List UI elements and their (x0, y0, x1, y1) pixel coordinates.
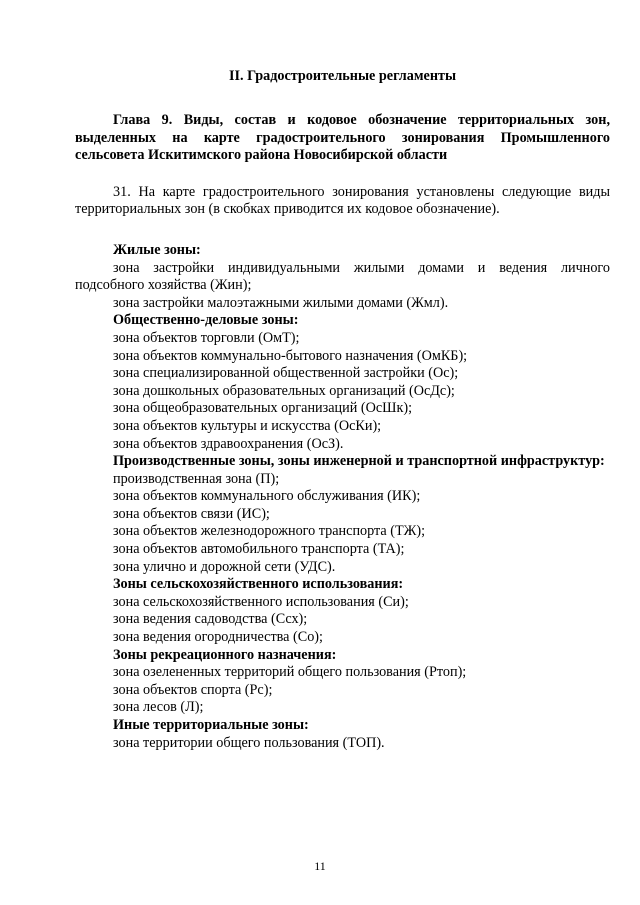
zone-item: производственная зона (П); (113, 470, 280, 487)
zone-group-other (75, 717, 610, 752)
zone-item: зона улично и дорожной сети (УДС). (113, 558, 336, 575)
zone-group-industrial-infrastructure (75, 453, 610, 576)
paragraph-31: 31. На карте градостроительного зонирования установлены следующие виды территориальных зон (в скобках приводится их кодовое обозначение). (75, 183, 610, 218)
zone-item: зона застройки индивидуальными жилыми домами и ведения личного подсобного хозяйства (Жин); (75, 259, 610, 294)
zone-item: зона общеобразовательных организаций (ОсШк); (113, 400, 413, 417)
page-number: 11 (314, 859, 326, 873)
zone-item: зона специализированной общественной застройки (Ос); (113, 365, 459, 382)
zone-item: зона объектов культуры и искусства (ОсКи); (113, 417, 382, 434)
zone-item: зона объектов торговли (ОмТ); (113, 329, 300, 346)
zone-group-heading: Производственные зоны, зоны инженерной и транспортной инфраструктур: (113, 453, 605, 470)
zone-item: зона территории общего пользования (ТОП). (113, 734, 385, 751)
zone-item: зона лесов (Л); (113, 699, 204, 716)
zone-item: зона дошкольных образовательных организаций (ОсДс); (113, 382, 455, 399)
zone-item: зона ведения огородничества (Со); (113, 629, 323, 646)
zone-item: зона озелененных территорий общего пользования (Ртоп); (113, 664, 467, 681)
zone-item: зона сельскохозяйственного использования (Си); (113, 593, 409, 610)
zone-group-recreational (75, 647, 610, 717)
zone-item: зона объектов коммунально-бытового назначения (ОмКБ); (113, 347, 468, 364)
zone-group-residential (75, 242, 610, 312)
zone-item: зона ведения садоводства (Ссх); (113, 611, 308, 628)
zone-item: зона объектов железнодорожного транспорта (ТЖ); (113, 523, 426, 540)
zone-item: зона объектов здравоохранения (ОсЗ). (113, 435, 344, 452)
zone-item: зона объектов коммунального обслуживания (ИК); (113, 488, 421, 505)
zone-item: зона застройки малоэтажными жилыми домами (Жмл). (113, 294, 449, 311)
document-page (75, 68, 610, 752)
zone-group-heading: Жилые зоны: (113, 241, 201, 258)
zone-groups (75, 242, 610, 752)
zone-group-heading: Иные территориальные зоны: (113, 717, 309, 733)
zone-item: зона объектов автомобильного транспорта (ТА); (113, 541, 405, 558)
zone-group-heading: Общественно-деловые зоны: (113, 312, 299, 329)
zone-item: зона объектов спорта (Рс); (113, 681, 273, 698)
zone-group-heading: Зоны рекреационного назначения: (113, 646, 337, 663)
zone-group-public-business (75, 312, 610, 453)
zone-item: зона объектов связи (ИС); (113, 505, 270, 522)
chapter-title: Глава 9. Виды, состав и кодовое обозначение территориальных зон, выделенных на карте градостроительного зонирования Промышленного сельсовета Искитимского района Новосибирской области (75, 112, 610, 164)
zone-group-heading: Зоны сельскохозяйственного использования: (113, 576, 404, 593)
part-title: II. Градостроительные регламенты (228, 68, 457, 84)
zone-group-agricultural (75, 576, 610, 646)
